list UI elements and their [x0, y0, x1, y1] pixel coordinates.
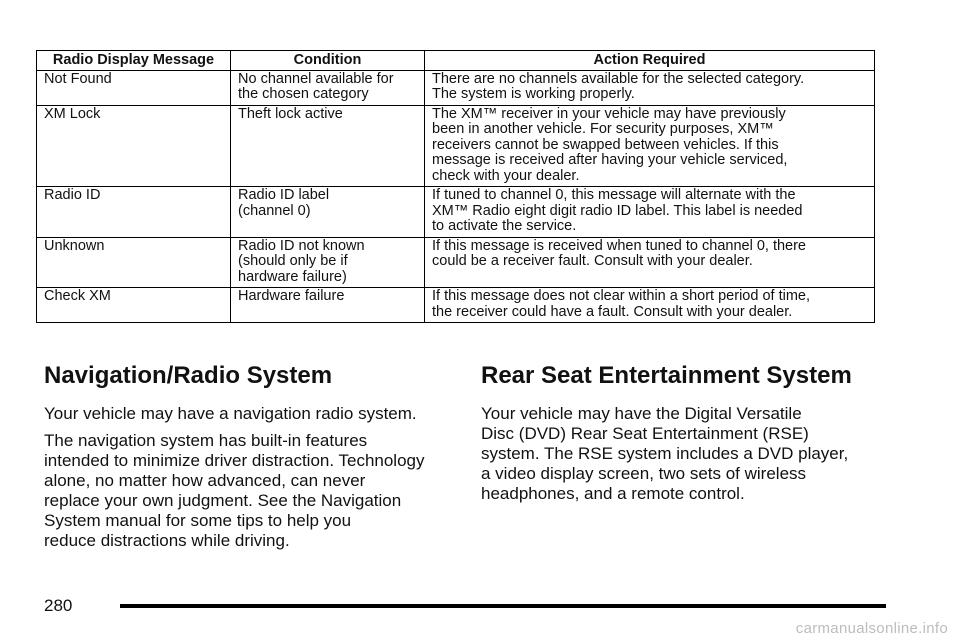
cell-action-line: check with your dealer.	[432, 167, 580, 184]
cell-condition	[231, 187, 425, 238]
paragraph-line: reduce distractions while driving.	[44, 531, 290, 550]
cell-radio-message: XM Lock	[37, 105, 231, 187]
cell-action	[425, 187, 875, 238]
paragraph-line: intended to minimize driver distraction. Technology	[44, 451, 425, 470]
cell-condition	[231, 288, 425, 323]
footer-rule	[120, 604, 886, 608]
paragraph-line: alone, no matter how advanced, can never	[44, 471, 366, 490]
paragraph-line: Disc (DVD) Rear Seat Entertainment (RSE)	[481, 424, 809, 443]
cell-radio-message: Check XM	[37, 288, 231, 323]
cell-condition	[231, 237, 425, 288]
cell-condition-line: Radio ID label	[238, 187, 330, 203]
section-heading: Navigation/Radio System	[44, 362, 333, 389]
header-action-required: Action Required	[425, 51, 875, 71]
cell-radio-message: Radio ID	[37, 187, 231, 238]
cell-condition-line: (should only be if	[238, 253, 348, 269]
watermark: carmanualsonline.info	[795, 620, 948, 637]
cell-condition-line: Hardware failure	[238, 288, 345, 304]
cell-action-line: could be a receiver fault. Consult with your dealer.	[432, 253, 753, 269]
cell-condition	[231, 105, 425, 187]
page-number: 280	[44, 596, 73, 615]
cell-action	[425, 237, 875, 288]
cell-action-line: If tuned to channel 0, this message will alternate with the	[432, 187, 796, 203]
header-condition: Condition	[231, 51, 425, 71]
paragraph-line: Your vehicle may have a navigation radio system.	[44, 404, 417, 423]
cell-condition-line: Theft lock active	[238, 105, 343, 122]
rear-seat-entertainment-section	[481, 360, 891, 511]
body-paragraph	[481, 404, 891, 504]
cell-condition-line: Radio ID not known	[238, 237, 365, 254]
cell-action-line: If this message is received when tuned to channel 0, there	[432, 237, 806, 254]
body-paragraph	[44, 404, 454, 424]
cell-action-line: XM™ Radio eight digit radio ID label. This label is needed	[432, 202, 803, 219]
cell-action-line: the receiver could have a fault. Consult with your dealer.	[432, 303, 793, 320]
paragraph-line: a video display screen, two sets of wireless	[481, 464, 807, 483]
cell-action-line: The XM™ receiver in your vehicle may have previously	[432, 105, 786, 122]
cell-action-line: receivers cannot be swapped between vehicles. If this	[432, 136, 779, 153]
paragraph-line: Your vehicle may have the Digital Versatile	[481, 404, 802, 423]
cell-condition-line: hardware failure)	[238, 268, 347, 285]
table-header-row	[37, 51, 875, 71]
cell-action	[425, 288, 875, 323]
table-row	[37, 70, 875, 105]
cell-action-line: If this message does not clear within a short period of time,	[432, 288, 810, 304]
cell-radio-message: Unknown	[37, 237, 231, 288]
body-paragraph	[44, 431, 454, 551]
cell-action-line: to activate the service.	[432, 218, 577, 234]
cell-radio-message: Not Found	[37, 70, 231, 105]
section-heading: Rear Seat Entertainment System	[481, 362, 852, 389]
paragraph-line: headphones, and a remote control.	[481, 484, 745, 503]
cell-action	[425, 105, 875, 187]
cell-action-line: There are no channels available for the selected category.	[432, 70, 805, 87]
cell-action-line: been in another vehicle. For security purposes, XM™	[432, 121, 774, 137]
radio-message-table	[36, 50, 875, 323]
cell-condition-line: the chosen category	[238, 86, 369, 102]
navigation-radio-section	[44, 360, 454, 558]
cell-condition	[231, 70, 425, 105]
header-radio-display-message: Radio Display Message	[37, 51, 231, 71]
paragraph-line: replace your own judgment. See the Navigation	[44, 491, 402, 510]
paragraph-line: system. The RSE system includes a DVD player,	[481, 444, 849, 463]
cell-condition-line: (channel 0)	[238, 202, 311, 219]
table-row	[37, 288, 875, 323]
paragraph-line: The navigation system has built-in features	[44, 431, 368, 450]
cell-action-line: message is received after having your vehicle serviced,	[432, 152, 788, 168]
table-row	[37, 105, 875, 187]
table-row	[37, 237, 875, 288]
paragraph-line: System manual for some tips to help you	[44, 511, 352, 530]
cell-action	[425, 70, 875, 105]
cell-action-line: The system is working properly.	[432, 86, 635, 102]
table-row	[37, 187, 875, 238]
cell-condition-line: No channel available for	[238, 70, 394, 87]
